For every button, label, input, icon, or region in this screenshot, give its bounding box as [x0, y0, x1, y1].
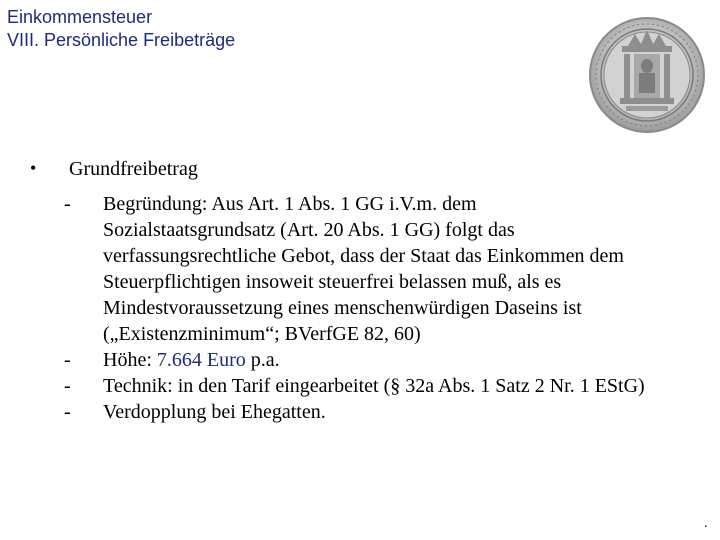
footer-mark: .: [704, 516, 708, 531]
dash-marker: -: [64, 401, 71, 423]
hoehe-prefix: Höhe:: [103, 349, 157, 371]
text-line: Mindestvoraussetzung eines menschenwürdigen Daseins ist: [103, 297, 582, 319]
slide-header: [7, 6, 235, 52]
list-item-verdopplung: [64, 399, 714, 425]
hoehe-suffix: p.a.: [245, 349, 280, 371]
text-line: Steuerpflichtigen insoweit steuerfrei belassen muß, als es: [103, 271, 562, 293]
text-line: Sozialstaatsgrundsatz (Art. 20 Abs. 1 GG) folgt das: [103, 219, 515, 241]
university-seal-icon: [588, 16, 706, 134]
list-item-begruendung: [64, 191, 714, 347]
list-item-technik: [64, 373, 714, 399]
list-item-hoehe: [64, 347, 714, 373]
bullet-heading: Grundfreibetrag: [69, 158, 198, 180]
amount-highlight: 7.664 Euro: [156, 349, 246, 371]
slide-subtitle: VIII. Persönliche Freibeträge: [7, 30, 236, 50]
sub-list: [64, 191, 714, 425]
dash-marker: -: [64, 349, 71, 371]
verdopplung-text: Verdopplung bei Ehegatten.: [103, 401, 326, 423]
text-line: verfassungsrechtliche Gebot, dass der Staat das Einkommen dem: [103, 245, 624, 267]
technik-text: Technik: in den Tarif eingearbeitet (§ 32a Abs. 1 Satz 2 Nr. 1 EStG): [103, 375, 645, 397]
text-line: („Existenzminimum“; BVerfGE 82, 60): [103, 323, 421, 345]
dash-marker: -: [64, 375, 71, 397]
bullet-marker: •: [30, 158, 37, 178]
dash-marker: -: [64, 193, 71, 215]
text-line: Begründung: Aus Art. 1 Abs. 1 GG i.V.m. dem: [103, 193, 477, 215]
slide-title: Einkommensteuer: [7, 7, 153, 27]
